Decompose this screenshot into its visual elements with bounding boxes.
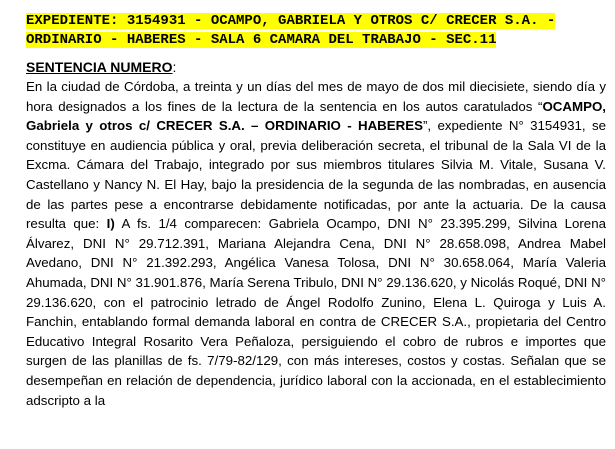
case-title: OCAMPO, Gabriela y otros c/ CRECER S.A. – ORDINARIO - HABERES: [26, 98, 606, 134]
sentencia-body: [26, 77, 606, 410]
document-page: [26, 12, 606, 410]
body-claimants: A fs. 1/4 comparecen: Gabriela Ocampo, DNI N° 23.395.299, Silvina Lorena Álvarez, DNI N° 29.712.391, Mariana Alejandra Cena, DNI N° 28.658.098, Andrea Mabel Avedano, DNI N° 21.392.293, Angélica Vanesa Tolosa, DNI N° 30.658.064, María Valeria Ahumada, DNI N° 31.901.876, María Serena Tribulo, DNI N° 29.136.620, y Nicolás Roqué, DNI N° 29.136.620, con el patrocinio letrado de Ángel Rodolfo Zunino, Elena L. Quiroga y Luis A. Fanchin, entablando formal demanda laboral en contra de CRECER S.A., propietaria del Centro Educativo Integral Rosarito Vera Peñaloza, persiguiendo el cobro de rubros e importes que surgen de las planillas de fs. 7/79-82/129, con más intereses, costos y costas. Señalan que se desempeñan en relación de dependencia, jurídico laboral con la accionada, en el establecimiento adscripto a la: [26, 216, 606, 408]
body-deliberation: ”, expediente N° 3154931, se constituye en audiencia pública y oral, previa deliberación secreta, el tribunal de la Sala VI de la Excma. Cámara del Trabajo, integrado por sus miembros titulares Silvia M. Vitale, Susana V. Castellano y Nancy N. El Hay, bajo la presidencia de la segunda de las nombradas, en ausencia de las partes pese a encontrarse debidamente notificadas, por ante la actuaria. De la causa resulta que:: [26, 118, 606, 232]
section-heading: [26, 58, 606, 76]
sentencia-title: SENTENCIA NUMERO: [26, 59, 173, 75]
sentencia-colon: :: [172, 59, 177, 75]
case-header: [26, 12, 606, 50]
body-intro: En la ciudad de Córdoba, a treinta y un días del mes de mayo de dos mil diecisiete, siendo día y hora designados a los fines de la lectura de la sentencia en los autos caratulados “: [26, 79, 606, 114]
roman-numeral: I): [106, 216, 115, 232]
case-header-text: EXPEDIENTE: 3154931 - OCAMPO, GABRIELA Y OTROS C/ CRECER S.A. - ORDINARIO - HABERES - SALA 6 CAMARA DEL TRABAJO - SEC.11: [26, 13, 556, 48]
